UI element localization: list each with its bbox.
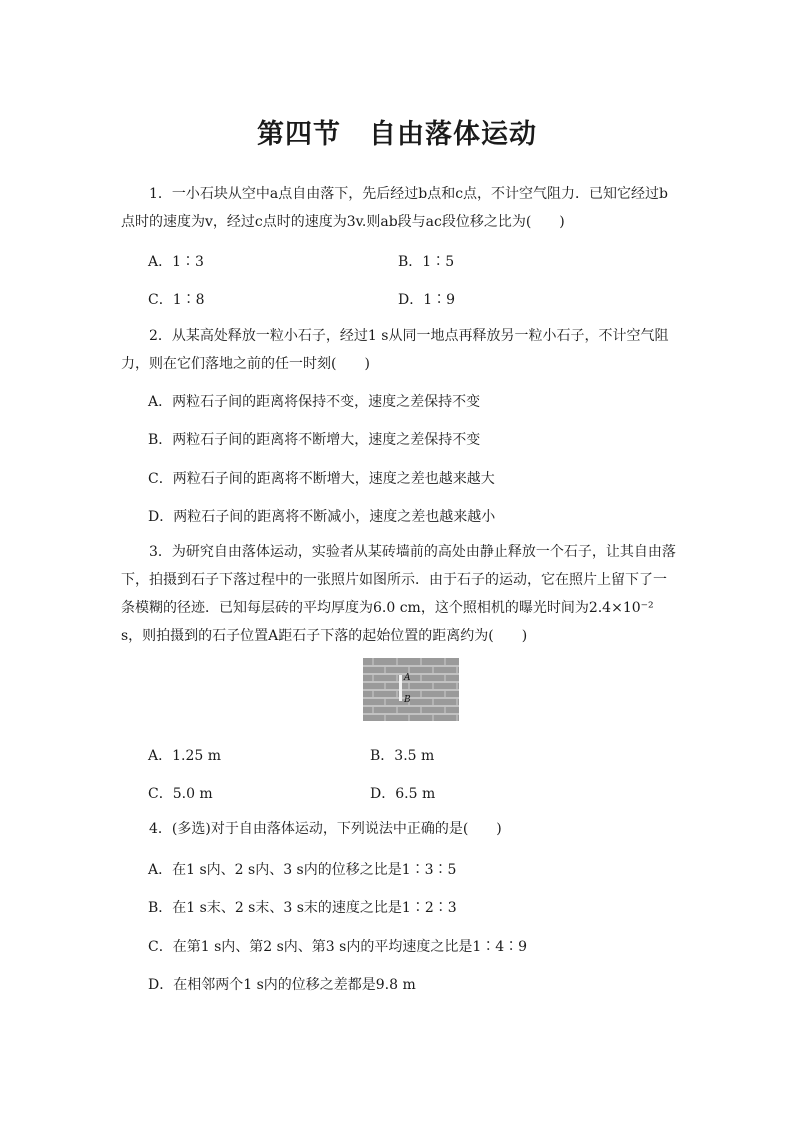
question-2-option-c: C．两粒石子间的距离将不断增大，速度之差也越来越大 xyxy=(148,471,495,487)
figure-label-a: A xyxy=(404,673,411,683)
question-1-text: 1．一小石块从空中a点自由落下，先后经过b点和c点，不计空气阻力．已知它经过b点时的速度为v，经过c点时的速度为3v.则ab段与ac段位移之比为( ) xyxy=(121,186,669,230)
question-3-option-a: A．1.25 m xyxy=(148,748,222,764)
question-4-option-d: D．在相邻两个1 s内的位移之差都是9.8 m xyxy=(148,977,416,993)
question-3-option-b: B．3.5 m xyxy=(370,748,435,764)
question-2-option-d: D．两粒石子间的距离将不断减小，速度之差也越来越小 xyxy=(148,509,496,525)
question-4-option-c: C．在第1 s内、第2 s内、第3 s内的平均速度之比是1∶4∶9 xyxy=(148,939,528,955)
question-1-option-d: D．1∶9 xyxy=(398,292,456,308)
question-4-option-b: B．在1 s末、2 s末、3 s末的速度之比是1∶2∶3 xyxy=(148,900,457,916)
question-2-option-a: A．两粒石子间的距离将保持不变，速度之差保持不变 xyxy=(148,394,481,410)
question-1-option-c: C．1∶8 xyxy=(148,292,205,308)
stone-trail xyxy=(399,675,402,701)
figure-label-b: B xyxy=(404,695,411,705)
section-title: 第四节 自由落体运动 xyxy=(257,119,537,150)
question-3-option-c: C．5.0 m xyxy=(148,786,213,802)
question-3-option-d: D．6.5 m xyxy=(370,786,436,802)
question-2-text: 2．从某高处释放一粒小石子，经过1 s从同一地点再释放另一粒小石子，不计空气阻力，则在它们落地之前的任一时刻( ) xyxy=(121,328,669,372)
brick-wall-image xyxy=(363,658,459,721)
question-1-option-b: B．1∶5 xyxy=(398,254,455,270)
question-4-text: 4．(多选)对于自由落体运动，下列说法中正确的是( ) xyxy=(149,821,502,837)
question-1-option-a: A．1∶3 xyxy=(148,254,204,270)
question-4-option-a: A．在1 s内、2 s内、3 s内的位移之比是1∶3∶5 xyxy=(148,862,457,878)
brick-wall-photo xyxy=(363,658,459,721)
question-2-option-b: B．两粒石子间的距离将不断增大，速度之差保持不变 xyxy=(148,432,481,448)
question-3-text: 3．为研究自由落体运动，实验者从某砖墙前的高处由静止释放一个石子，让其自由落下，拍摄到石子下落过程中的一张照片如图所示．由于石子的运动，它在照片上留下了一条模糊的径迹．已知每层砖的平均厚度为6.0 cm，这个照相机的曝光时间为2.4×10⁻² s，则拍摄到的石子位置A距石子下落的起始位置的距离约为( ) xyxy=(121,544,676,644)
